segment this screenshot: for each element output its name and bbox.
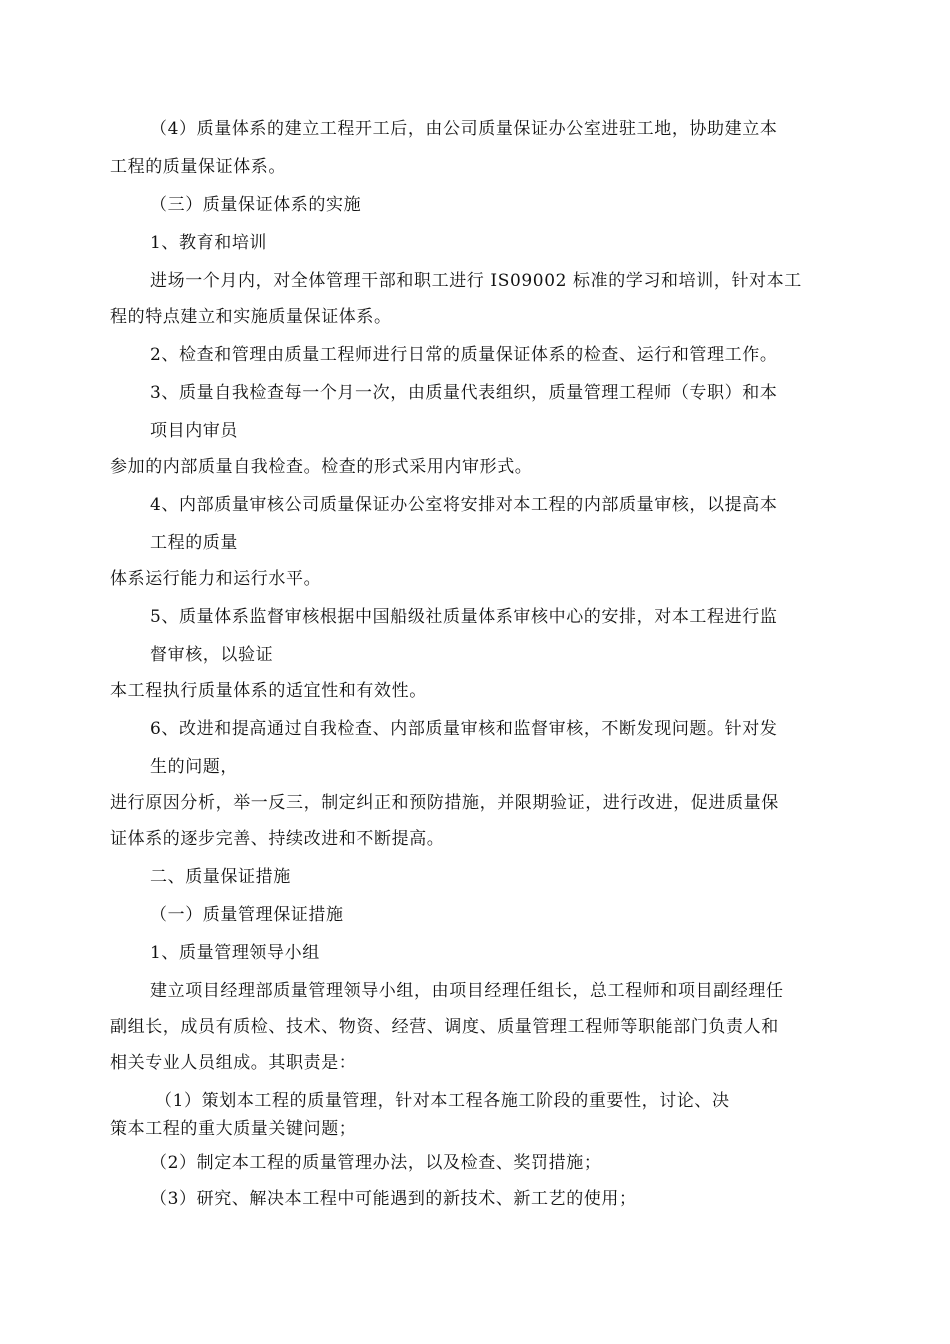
text-line: （4）质量体系的建立工程开工后，由公司质量保证办公室进驻工地，协助建立本: [150, 119, 778, 139]
text-line: （1）策划本工程的质量管理，针对本工程各施工阶段的重要性，讨论、决: [155, 1091, 730, 1111]
text-line: 项目内审员: [150, 421, 238, 441]
text-line: 4、内部质量审核公司质量保证办公室将安排对本工程的内部质量审核，以提高本: [150, 495, 778, 515]
section-heading: 二、质量保证措施: [150, 867, 291, 887]
text-line: 督审核，以验证: [150, 645, 274, 665]
text-line: （3）研究、解决本工程中可能遇到的新技术、新工艺的使用；: [150, 1189, 637, 1209]
text-line: （2）制定本工程的质量管理办法，以及检查、奖罚措施；: [150, 1153, 602, 1173]
text-line: 工程的质量: [150, 533, 238, 553]
text-line: 证体系的逐步完善、持续改进和不断提高。: [110, 829, 445, 849]
text-line: 相关专业人员组成。其职责是：: [110, 1053, 357, 1073]
text-line: 参加的内部质量自我检查。检查的形式采用内审形式。: [110, 457, 533, 477]
section-heading: （三）质量保证体系的实施: [150, 195, 362, 215]
text-line: 本工程执行质量体系的适宜性和有效性。: [110, 681, 427, 701]
subsection-heading: 1、质量管理领导小组: [150, 943, 320, 963]
text-line: 3、质量自我检查每一个月一次，由质量代表组织，质量管理工程师（专职）和本: [150, 383, 778, 403]
text-line: 进场一个月内，对全体管理干部和职工进行 IS09002 标准的学习和培训，针对本工: [150, 271, 802, 291]
text-line: 5、质量体系监督审核根据中国船级社质量体系审核中心的安排，对本工程进行监: [150, 607, 778, 627]
text-line: 建立项目经理部质量管理领导小组，由项目经理任组长，总工程师和项目副经理任: [150, 981, 784, 1001]
subsection-heading: 1、教育和培训: [150, 233, 268, 253]
text-line: 体系运行能力和运行水平。: [110, 569, 322, 589]
text-line: 6、改进和提高通过自我检查、内部质量审核和监督审核，不断发现问题。针对发: [150, 719, 778, 739]
text-line: 程的特点建立和实施质量保证体系。: [110, 307, 392, 327]
text-line: 进行原因分析，举一反三，制定纠正和预防措施，并限期验证，进行改进，促进质量保: [110, 793, 779, 813]
text-line: 2、检查和管理由质量工程师进行日常的质量保证体系的检查、运行和管理工作。: [150, 345, 778, 365]
text-line: 策本工程的重大质量关键问题；: [110, 1119, 357, 1139]
text-line: 副组长，成员有质检、技术、物资、经营、调度、质量管理工程师等职能部门负责人和: [110, 1017, 779, 1037]
text-line: 生的问题，: [150, 757, 238, 777]
text-line: 工程的质量保证体系。: [110, 157, 286, 177]
section-heading: （一）质量管理保证措施: [150, 905, 344, 925]
